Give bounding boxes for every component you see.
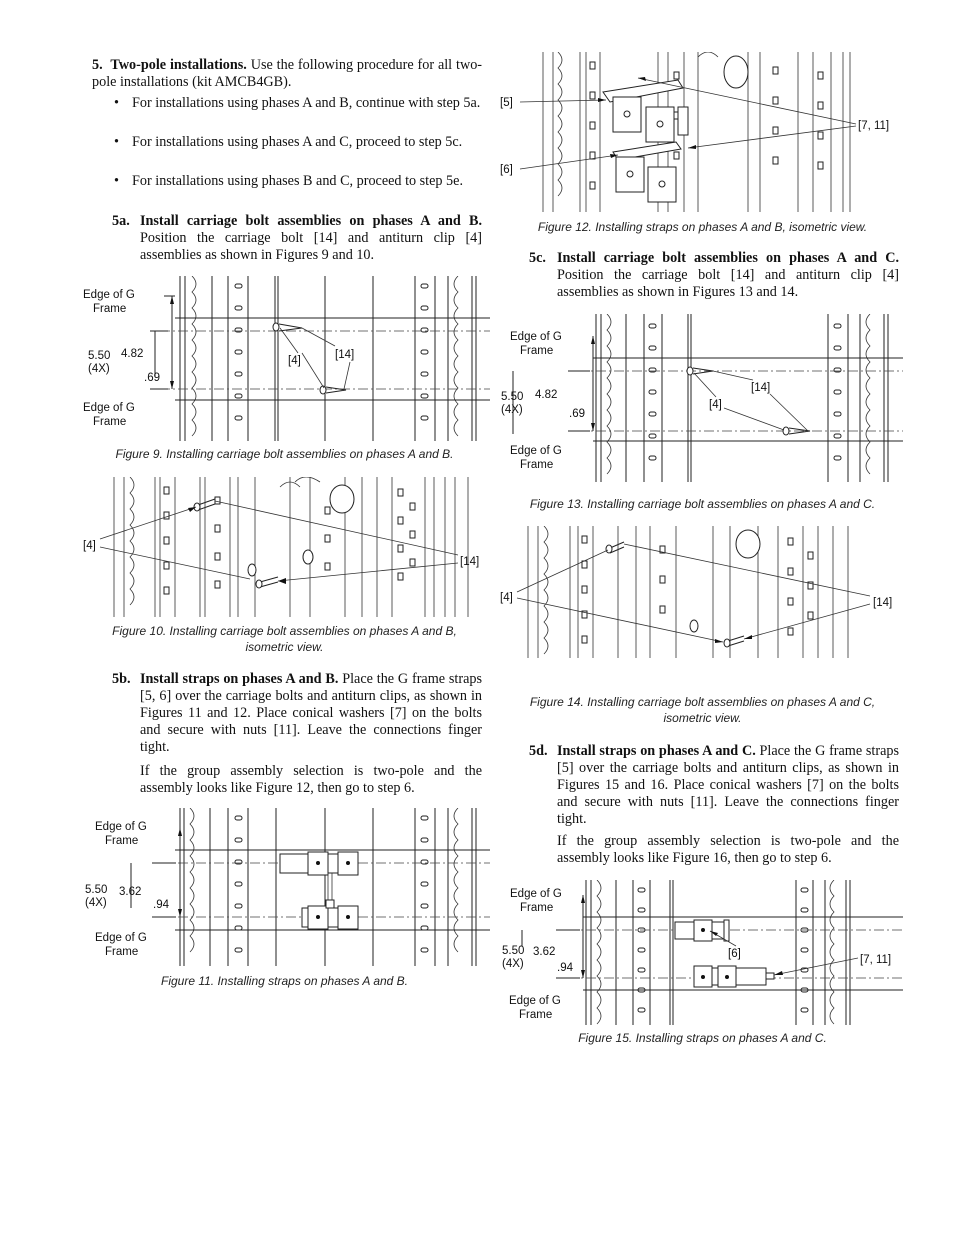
figure-13-diagram [498,314,903,486]
step-5a: 5a. Install carriage bolt assemblies on phases A and B. Position the carriage bolt [14] and antiturn clip [4] assemblies as shown in Figures 9 and 10. [112,213,482,263]
frame-rail [586,880,850,1025]
dimension-inner: 3.62 [533,946,556,958]
edge-label-bottom: Frame [93,416,127,428]
edge-label-top: Edge of G [510,888,562,900]
figure-14-diagram [498,526,903,660]
rail-slots [638,888,808,1012]
callout-14: [14] [751,382,771,394]
edge-label-top: Frame [520,345,554,357]
frame-rail [114,477,468,617]
edge-label-top: Edge of G [95,821,147,833]
callout-5: [5] [500,97,513,109]
figure-10-caption: Figure 10. Installing carriage bolt assemblies on phases A and B, isometric view. [112,624,457,654]
carriage-bolt [606,542,744,647]
step-5-bullet: • For installations using phases A and C, proceed to step 5c. [114,134,463,150]
edge-label-bottom: Edge of G [509,995,561,1007]
dimension-small: .94 [557,962,573,974]
callout-4: [4] [288,355,301,367]
carriage-bolt [687,367,810,435]
dimension-inner: 4.82 [121,348,144,360]
figure-12-diagram [498,52,903,214]
dimension-outer: (4X) [88,363,110,375]
callout-14: [14] [873,597,893,609]
edge-label-bottom: Edge of G [510,445,562,457]
edge-label-bottom: Edge of G [95,932,147,944]
frame-rail [543,52,850,212]
carriage-bolt [194,499,313,588]
dimension-outer: 5.50 [88,350,111,362]
step-5c: 5c. Install carriage bolt assemblies on phases A and C. Position the carriage bolt [14] and antiturn clip [4] assemblies as shown in Figures 13 and 14. [529,250,899,300]
dimension-outer: 5.50 [502,945,525,957]
callout-14: [14] [335,349,355,361]
dimension-small: .69 [569,408,585,420]
step-5-bullet: • For installations using phases B and C, proceed to step 5e. [114,173,463,189]
callout-7-11: [7, 11] [860,954,892,966]
figure-15-diagram [498,880,903,1028]
rail-slots [235,816,428,952]
dimension-inner: 4.82 [535,389,558,401]
figure-15-caption: Figure 15. Installing straps on phases A and C. [578,1031,827,1045]
frame-rail [180,276,476,441]
dimension-inner: 3.62 [119,886,142,898]
edge-label-bottom: Frame [105,946,139,958]
edge-label-top: Frame [105,835,139,847]
step-5-intro: 5. Two-pole installations. Use the following procedure for all two-pole installations (kit AMCB4GB). [92,57,483,90]
callout-7-11: [7, 11] [858,120,890,132]
edge-label-top: Frame [520,902,554,914]
g-frame-strap [603,80,688,202]
edge-label-top: Frame [93,303,127,315]
edge-label-top: Edge of G [510,331,562,343]
step-5b-note: If the group assembly selection is two-pole and the assembly looks like Figure 12, then go to step 6. [140,763,482,796]
callout-4: [4] [500,592,513,604]
edge-label-bottom: Edge of G [83,402,135,414]
edge-label-bottom: Frame [519,1009,553,1021]
g-frame-strap [280,852,358,929]
callout-14: [14] [460,556,480,568]
callout-4: [4] [709,399,722,411]
figure-9-diagram [80,276,490,444]
figure-9-caption: Figure 9. Installing carriage bolt assemblies on phases A and B. [115,447,454,461]
step-5-bullet: • For installations using phases A and B, continue with step 5a. [114,95,481,111]
figure-11-diagram [80,808,490,968]
figure-11-caption: Figure 11. Installing straps on phases A and B. [160,974,409,988]
figure-12-caption: Figure 12. Installing straps on phases A and B, isometric view. [537,220,868,234]
edge-label-top: Edge of G [83,289,135,301]
frame-rail [596,314,888,482]
frame-rail [528,526,848,658]
step-5d: 5d. Install straps on phases A and C. Place the G frame straps [5] over the carriage bolts and antiturn clips, as shown in Figures 15 and 16. Place conical washers [7] on the bolts and secure with nuts [11]. Leave the connections finger tight. [529,743,899,827]
dimension-outer: (4X) [502,958,524,970]
callout-4: [4] [83,540,96,552]
dimension-small: .69 [144,372,160,384]
dimension-outer: 5.50 [85,884,108,896]
dimension-small: .94 [153,899,169,911]
dimension-outer: 5.50 [501,391,524,403]
edge-label-bottom: Frame [520,459,554,471]
dimension-outer: (4X) [85,897,107,909]
figure-14-caption: Figure 14. Installing carriage bolt assemblies on phases A and C, isometric view. [529,695,876,725]
figure-13-caption: Figure 13. Installing carriage bolt assemblies on phases A and C. [529,497,876,511]
dimension-outer: (4X) [501,404,523,416]
figure-10-diagram [80,477,490,619]
step-5-heading: 5. Two-pole installations. [92,57,247,73]
rail-slots [649,324,841,460]
callout-6: [6] [728,948,741,960]
step-5b: 5b. Install straps on phases A and B. Place the G frame straps [5, 6] over the carriage bolts and antiturn clips, as shown in Figures 11 and 12. Place conical washers [7] on the bolts and secure with nuts [11]. Leave the connections finger tight. [112,671,482,755]
step-5d-note: If the group assembly selection is two-pole and the assembly looks like Figure 16, then go to step 6. [557,833,899,866]
callout-6: [6] [500,164,513,176]
g-frame-strap [675,920,774,987]
